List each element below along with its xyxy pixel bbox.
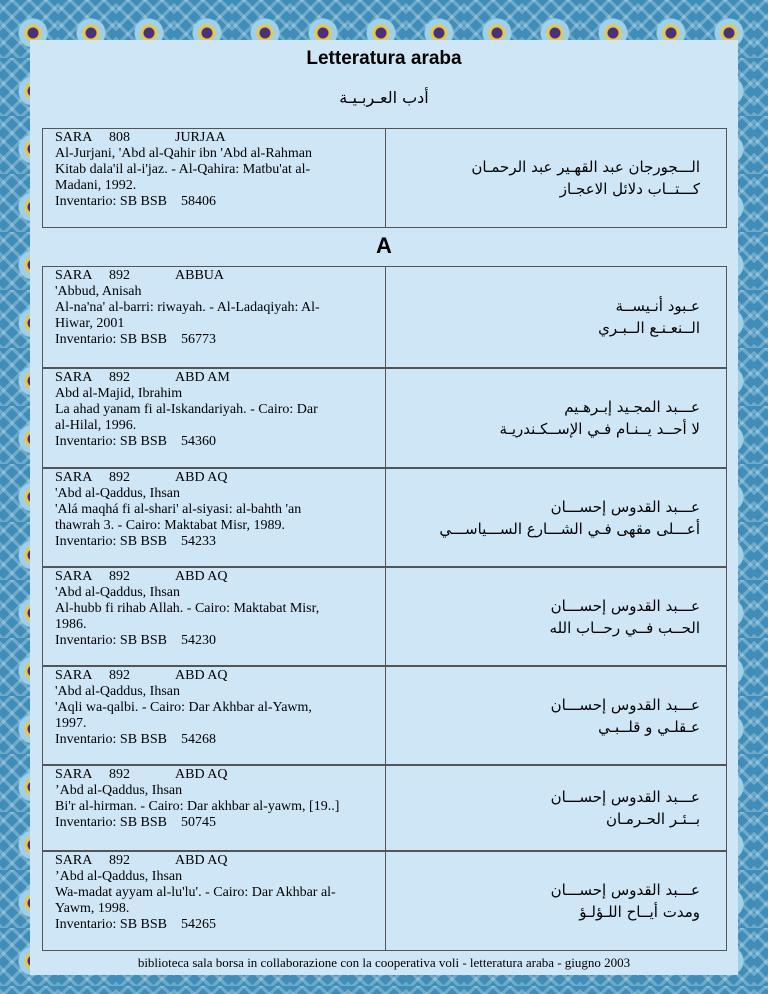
entry-line: Al-hubb fi rihab Allah. - Cairo: Maktabat Misr, [55,601,320,616]
call-number-part: ABBUA [175,268,225,283]
entry-line: 'Abbud, Anisah [55,284,142,299]
entry-arabic [386,129,726,227]
call-number-part: ABD AQ [175,470,228,485]
page-footer: biblioteca sala borsa in collaborazione con la cooperativa voli - letteratura araba - giugno 2003 [137,955,631,970]
entry-arabic [386,568,726,665]
inventory-label: Inventario: SB BSB [55,434,168,449]
entry-line: 'Abd al-Qaddus, Ihsan [55,486,180,501]
inventory [55,633,381,649]
inventory-label: Inventario: SB BSB [55,633,168,648]
call-number [55,569,381,585]
call-number-part: SARA [55,370,93,385]
entry-latin [43,129,386,227]
entry-arabic [386,369,726,467]
inventory-number: 54230 [181,633,216,648]
arabic-author: عـــبد المجـيد إبـرهـيم [564,398,700,416]
inventory-label: Inventario: SB BSB [55,917,168,932]
call-number-part: JURJAA [175,130,226,145]
arabic-title: بــئـر الحـرمـان [605,810,700,828]
entry-line: Hiwar, 2001 [55,316,125,331]
call-number-part: SARA [55,668,93,683]
entry-line: 'Aqli wa-qalbi. - Cairo: Dar Akhbar al-Yawm, [55,700,312,715]
arabic-title: الــنعـنـع الــبـري [598,319,700,337]
entry-line: 1997. [55,716,87,731]
call-number-part: 892 [109,853,130,868]
page-title-arabic: أدب العـربـيـة [339,88,429,107]
arabic-title: ومدت أيــاح اللـؤلـؤ [579,903,700,921]
catalog-entry [42,765,727,851]
inventory-number: 56773 [181,332,216,347]
call-number-part: 892 [109,668,130,683]
section-letter: A [376,233,392,258]
call-number-part: 892 [109,470,130,485]
call-number [55,668,381,684]
call-number-part: 892 [109,268,130,283]
entry-line: 1986. [55,617,87,632]
call-number-part: SARA [55,268,93,283]
entry-line: Abd al-Majid, Ibrahim [55,386,183,401]
call-number-part: SARA [55,569,93,584]
inventory [55,815,381,831]
call-number-part: ABD AQ [175,767,228,782]
inventory-label: Inventario: SB BSB [55,815,168,830]
entry-line: al-Hilal, 1996. [55,418,137,433]
catalog-entry [42,666,727,765]
entry-line: 'Abd al-Qaddus, Ihsan [55,684,180,699]
inventory-label: Inventario: SB BSB [55,332,168,347]
entry-arabic [386,469,726,566]
entry-line: La ahad yanam fi al-Iskandariyah. - Cairo: Dar [55,402,318,417]
arabic-author: عـبود أنـيســة [615,297,700,315]
call-number-part: ABD AM [175,370,230,385]
inventory-number: 54360 [181,434,216,449]
entry-latin [43,469,386,566]
entry-line: 'Alá maqhá fi al-shari' al-siyasi: al-bahth 'an [55,502,302,517]
catalog-entry [42,128,727,228]
inventory [55,534,381,550]
entry-latin [43,667,386,764]
call-number-part: 892 [109,767,130,782]
inventory-number: 58406 [181,194,216,209]
call-number-part: SARA [55,767,93,782]
arabic-author: عـــبد القدوس إحســـان [550,881,700,899]
entry-line: thawrah 3. - Cairo: Maktabat Misr, 1989. [55,518,286,533]
entry-arabic [386,667,726,764]
inventory [55,732,381,748]
catalog-page [30,40,738,975]
arabic-author: عـــبد القدوس إحســـان [550,788,700,806]
call-number [55,268,381,284]
catalog-entry [42,468,727,567]
arabic-title: عـقلـي و قلــبـي [598,717,700,736]
inventory [55,332,381,348]
arabic-title: الحــب فــي رحــاب الله [549,618,700,637]
inventory [55,194,381,210]
arabic-title: لا أحــد يــنـام فـي الإســكـندريـة [499,420,700,438]
entry-latin [43,852,386,950]
entry-line: Al-na'na' al-barri: riwayah. - Al-Ladaqiyah: Al- [55,300,320,315]
inventory-label: Inventario: SB BSB [55,732,168,747]
entry-arabic [386,852,726,950]
entry-latin [43,766,386,850]
call-number [55,370,381,386]
entry-latin [43,267,386,367]
inventory-number: 50745 [181,815,216,830]
entry-arabic [386,267,726,367]
page-title: Letteratura araba [306,48,462,69]
entry-line: 'Abd al-Qaddus, Ihsan [55,585,180,600]
entry-line: ’Abd al-Qaddus, Ihsan [55,783,183,798]
catalog-entry [42,851,727,951]
entry-line: Yawm, 1998. [55,901,130,916]
entry-arabic [386,766,726,850]
inventory-number: 54233 [181,534,216,549]
arabic-author: عـــبد القدوس إحســـان [550,596,700,615]
arabic-title: أعـــلى مقهى فـي الشـــارع الســـياســـي [439,519,700,538]
arabic-title: كـــتــاب دلائل الاعجـاز [559,180,700,198]
entry-latin [43,568,386,665]
inventory [55,434,381,450]
call-number-part: SARA [55,853,93,868]
call-number-part: 892 [109,569,130,584]
call-number-part: 892 [109,370,130,385]
inventory-number: 54265 [181,917,216,932]
call-number-part: SARA [55,130,93,145]
call-number-part: ABD AQ [175,668,228,683]
entry-line: Wa-madat ayyam al-lu'lu'. - Cairo: Dar Akhbar al- [55,885,336,900]
call-number [55,853,381,869]
entry-line: Madani, 1992. [55,178,137,193]
catalog-entry [42,368,727,468]
catalog-entry [42,567,727,666]
call-number-part: 808 [109,130,130,145]
entry-line: Bi'r al-hirman. - Cairo: Dar akhbar al-yawm, [19..] [55,799,340,814]
call-number-part: ABD AQ [175,853,228,868]
arabic-author: الـــجورجان عبد القهـير عبد الرحمـان [471,158,700,176]
catalog-entry [42,266,727,368]
call-number-part: SARA [55,470,93,485]
inventory [55,917,381,933]
inventory-label: Inventario: SB BSB [55,194,168,209]
arabic-author: عـــبد القدوس إحســـان [550,695,700,714]
entry-latin [43,369,386,467]
call-number [55,767,381,783]
entry-line: ’Abd al-Qaddus, Ihsan [55,869,183,884]
call-number-part: ABD AQ [175,569,228,584]
call-number [55,470,381,486]
entry-line: Kitab dala'il al-i'jaz. - Al-Qahira: Matbu'at al- [55,162,311,177]
arabic-author: عـــبد القدوس إحســـان [550,497,700,516]
inventory-number: 54268 [181,732,216,747]
call-number [55,130,381,146]
inventory-label: Inventario: SB BSB [55,534,168,549]
entry-line: Al-Jurjani, 'Abd al-Qahir ibn 'Abd al-Rahman [55,146,312,161]
